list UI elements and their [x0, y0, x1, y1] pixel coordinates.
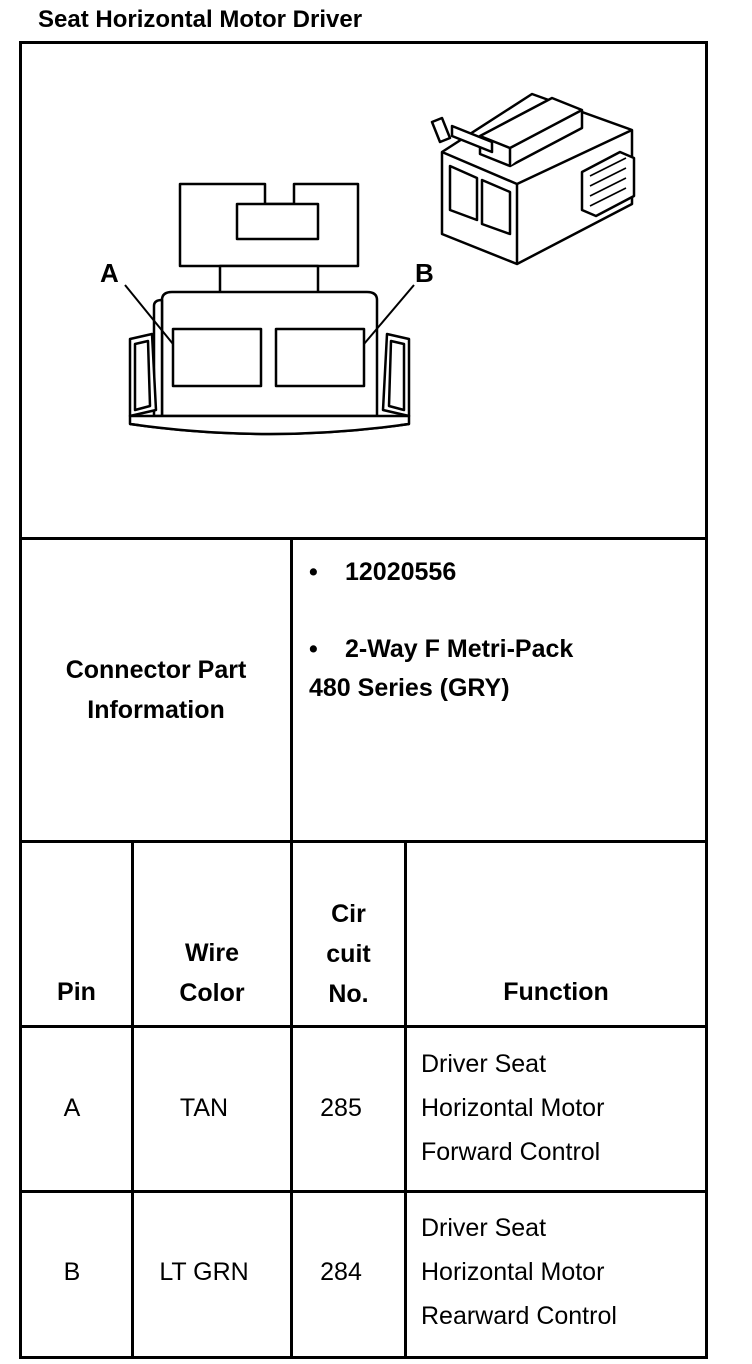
connector-description: 2-Way F Metri-Pack	[345, 635, 574, 663]
header-circuit-no	[293, 894, 404, 1014]
table-row-a-circuit: 285	[320, 1094, 362, 1122]
divider	[290, 540, 293, 840]
connector-table	[19, 41, 708, 1359]
bullet-icon: •	[309, 558, 318, 586]
table-row-a-function	[421, 1042, 705, 1174]
connector-series: 480 Series (GRY)	[309, 674, 510, 702]
divider	[22, 1190, 705, 1193]
table-row-a-wire-color: TAN	[179, 1094, 229, 1122]
header-function: Function	[503, 978, 609, 1006]
pin-b-label: B	[415, 258, 434, 288]
header-circuit-line2: cuit	[326, 940, 371, 968]
bullet-icon: •	[309, 635, 318, 663]
connector-info-label	[22, 540, 290, 840]
header-pin: Pin	[57, 978, 96, 1006]
table-row-b-pin: B	[63, 1258, 81, 1286]
header-wire-color	[134, 933, 290, 1013]
header-wire-color-line2: Color	[179, 979, 245, 1007]
header-wire-color-line1: Wire	[185, 939, 239, 967]
table-row-b-wire-color: LT GRN	[159, 1258, 249, 1286]
table-row-b-circuit: 284	[320, 1258, 362, 1286]
part-number: 12020556	[345, 558, 457, 586]
function-line: Driver Seat	[421, 1050, 547, 1078]
header-circuit-line3: No.	[328, 980, 369, 1008]
function-line: Driver Seat	[421, 1214, 547, 1242]
pin-a-label: A	[100, 258, 119, 288]
connector-illustration	[22, 44, 705, 537]
table-row-b-function	[421, 1206, 705, 1338]
connector-info-label-line2: Information	[87, 696, 225, 724]
divider	[22, 840, 705, 843]
connector-diagram	[22, 44, 705, 537]
page-title: Seat Horizontal Motor Driver	[38, 6, 363, 33]
function-line: Rearward Control	[421, 1302, 617, 1330]
function-line: Horizontal Motor	[421, 1094, 605, 1122]
part-number-line	[309, 558, 456, 587]
divider	[22, 1025, 705, 1028]
description-line	[309, 635, 573, 664]
header-circuit-line1: Cir	[331, 900, 366, 928]
function-line: Forward Control	[421, 1138, 601, 1166]
table-row-a-pin: A	[63, 1094, 81, 1122]
divider	[404, 843, 407, 1356]
connector-info-label-line1: Connector Part	[65, 656, 247, 684]
function-line: Horizontal Motor	[421, 1258, 605, 1286]
